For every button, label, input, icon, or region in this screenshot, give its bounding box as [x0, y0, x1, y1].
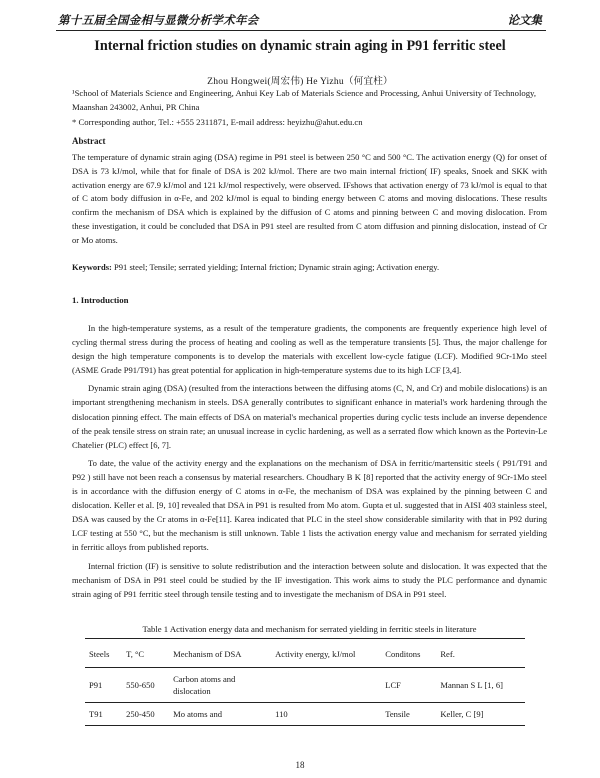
paragraph: In the high-temperature systems, as a result of the temperature gradients, the components are frequently experience high level of cycling thermal stress during the process of heating and cooling as well as the temperature transients [5]. Thus, the major challenge for design the high temperature components is to develop the materials with excellent low-cycle fatigue (LCF). Modified 9Cr-1Mo steel (ASME Grade P91/T91) has great potential for application in high-temperature systems due to its high LCF [3,4]. — [72, 323, 547, 376]
table-cell: Carbon atoms and dislocation — [173, 674, 236, 696]
activation-energy-table — [85, 638, 525, 726]
col-header: Ref. — [436, 639, 525, 668]
section-heading: 1. Introduction — [72, 295, 129, 305]
corresponding-author: * Corresponding author, Tel.: +555 2311871, E-mail address: heyizhu@ahut.edu.cn — [72, 117, 363, 127]
table-row — [85, 668, 525, 703]
table-caption: Table 1 Activation energy data and mechanism for serrated yielding in ferritic steels in literature — [142, 624, 477, 634]
table-cell: Mannan S L [1, 6] — [440, 680, 503, 690]
table-cell: 250-450 — [122, 703, 169, 726]
keywords — [72, 262, 547, 272]
table-cell: Mo atoms and — [169, 703, 271, 726]
keywords-label: Keywords: — [72, 262, 112, 272]
running-header — [58, 12, 542, 28]
table-cell: Keller, C [9] — [436, 703, 525, 726]
header-rule — [56, 30, 546, 31]
paper-title: Internal friction studies on dynamic strain aging in P91 ferritic steel — [94, 38, 506, 54]
proceedings-label: 论文集 — [507, 15, 542, 27]
paragraph: Dynamic strain aging (DSA) (resulted from the interactions between the diffusing atoms (C, N, and Cr) and mobile dislocations) is an important strengthening mechanism in steels. DSA generally contributes to significant enhance in material's work hardening through the dislocation pinning effect. The main effects of DSA on material's mechanical properties during cyclic tests include an inverse dependence of the peak tensile stress on strain rate; an unusual increase in cyclic hardening, as well as a serrated flow which known as the Portevin-Le Chatelier (PLC) effect [6, 7]. — [72, 383, 547, 450]
conference-title: 第十五届全国金相与显微分析学术年会 — [58, 15, 259, 27]
table-cell: Tensile — [381, 703, 436, 726]
abstract-heading: Abstract — [72, 136, 106, 146]
paragraph: To date, the value of the activity energy and the explanations on the mechanism of DSA in ferritic/martensitic steels ( P91/T91 and P92 ) still have not been reach a consensus by material researchers. Choudhary B K [8] reported that the activity energy of 9Cr-1Mo steel is in accordance with the diffusion energy of C atoms in α-Fe, the mechanism of DSA was explained by the pinning between C and dislocation. Keller et al. [9, 10] revealed that DSA in P91 is resulted from Mo atom. Gupta et ul. suggested that in AISI 403 stainless steel, DSA was caused by the Cr atoms in α-Fe[11]. Karea indicated that PLC in the steel show considerable similarity with that in P92 during LCF testing at 550 °C, but the mechanism is still unknown. Table 1 lists the activation energy value and mechanism for serrated yielding in ferritic alloys from published reports. — [72, 457, 547, 553]
col-header: Mechanism of DSA — [169, 639, 271, 668]
page-number: 18 — [295, 760, 305, 770]
keywords-text: P91 steel; Tensile; serrated yielding; Internal friction; Dynamic strain aging; Activation energy. — [111, 262, 440, 272]
col-header: T, °C — [122, 639, 169, 668]
authors: Zhou Hongwei(周宏伟) He Yizhu（何宜柱） — [207, 76, 393, 87]
paragraph: Internal friction (IF) is sensitive to solute redistribution and the interaction between solute and dislocation. It was expected that the mechanism of DSA in P91 steel could be studied by the IF investigation. This work aims to study the PLC performance and dynamic strain aging of P91 ferritic steel through tensile testing and to investigate the mechanism of DSA in P91 steel. — [72, 560, 547, 599]
table-row — [85, 703, 525, 726]
table-cell: 110 — [271, 703, 381, 726]
affiliation: ¹School of Materials Science and Engineering, Anhui Key Lab of Materials Science and Processing, Anhui University of Technology, Maanshan 243002, Anhui, PR China — [72, 88, 537, 112]
col-header: Steels — [85, 639, 122, 668]
abstract-text: The temperature of dynamic strain aging (DSA) regime in P91 steel is between 250 °C and 500 °C. The activation energy (Q) for onset of DSA is 73 kJ/mol, while that for finale of DSA is 202 kJ/mol. There are two main internal friction( IF) speaks, Snoek and SKK with activation energy are 67.9 kJ/mol and 121 kJ/mol respectively, were observed. IFshows that activation energy of 73 kJ/mol is equal to that of C atom body diffusion in α-Fe, and 202 kJ/mol is equal to binding energy between C atoms and moving dislocations. These results confirm the mechanism of DSA which is explained by the diffusion of C atoms and pinning between C and moving dislocation. From these investigation, it could be concluded that DSA in P91 steel are resulted from C atom diffusion and pinning dislocation, instead of Cr or Mo atoms. — [72, 152, 547, 245]
table-cell — [271, 668, 381, 703]
table-header-row — [85, 639, 525, 668]
table-cell: 550-650 — [126, 680, 155, 690]
col-header: Activity energy, kJ/mol — [271, 639, 381, 668]
col-header: Conditons — [381, 639, 436, 668]
introduction-body — [72, 321, 547, 605]
table-cell: P91 — [89, 680, 103, 690]
table-cell: LCF — [385, 680, 401, 690]
table-cell: T91 — [85, 703, 122, 726]
